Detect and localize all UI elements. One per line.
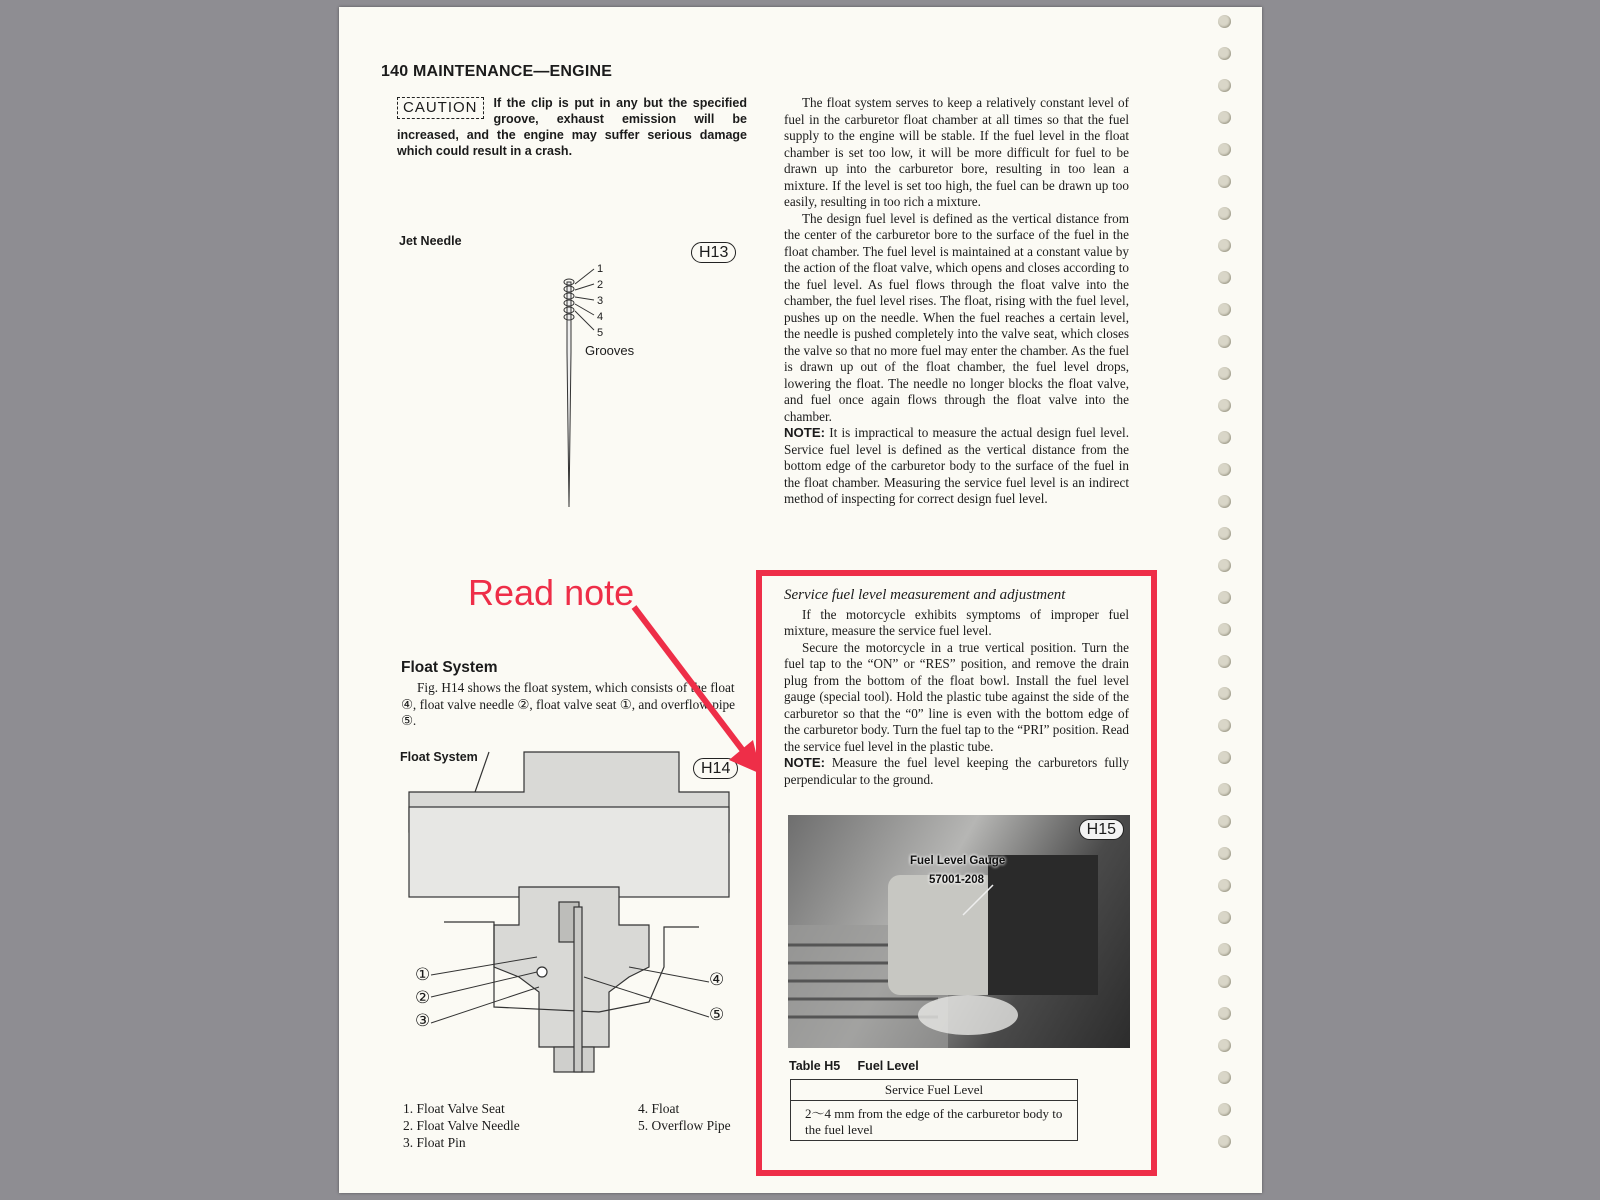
binding-hole bbox=[1218, 591, 1231, 604]
binding-hole bbox=[1218, 143, 1231, 156]
binding-hole bbox=[1218, 1071, 1231, 1084]
binding-hole bbox=[1218, 431, 1231, 444]
jet-needle-numbers bbox=[597, 261, 603, 341]
manual-page bbox=[339, 7, 1262, 1193]
float-system-figure-label: Float System bbox=[400, 750, 478, 764]
binding-hole bbox=[1218, 847, 1231, 860]
legend-item: 2. Float Valve Needle bbox=[403, 1118, 520, 1133]
annotation-arrow bbox=[629, 602, 769, 782]
binding-hole bbox=[1218, 527, 1231, 540]
binding-hole bbox=[1218, 1135, 1231, 1148]
table-id: Table H5 bbox=[789, 1059, 841, 1073]
paragraph: The float system serves to keep a relatively constant level of fuel in the carburetor float chamber at all times so that the fuel supply to the engine will be stable. If the fuel level in the float chamber is set too low, it will be more difficult for fuel to be drawn up into the carburetor bore, resulting in too lean a mixture. If the level is set too high, the fuel can be drawn up too easily, resulting in too rich a mixture. bbox=[784, 95, 1129, 209]
grooves-label: Grooves bbox=[585, 343, 635, 358]
figure-tag-h15: H15 bbox=[1079, 819, 1124, 840]
binding-hole bbox=[1218, 911, 1231, 924]
binding-hole bbox=[1218, 655, 1231, 668]
callouts-left bbox=[415, 963, 430, 1032]
binding-hole bbox=[1218, 47, 1231, 60]
binding-hole bbox=[1218, 399, 1231, 412]
binding-hole bbox=[1218, 239, 1231, 252]
service-title: Service fuel level measurement and adjustment bbox=[784, 587, 1066, 603]
note-text: Measure the fuel level keeping the carburetors fully perpendicular to the ground. bbox=[784, 755, 1129, 787]
binding-hole bbox=[1218, 719, 1231, 732]
note-label: NOTE: bbox=[784, 755, 826, 770]
binding-hole bbox=[1218, 975, 1231, 988]
binding-hole bbox=[1218, 303, 1231, 316]
binding-hole bbox=[1218, 1039, 1231, 1052]
legend-item: 4. Float bbox=[638, 1101, 680, 1116]
caution-text: If the clip is put in any but the specified groove, exhaust emission will be increased, and the engine may suffer serious damage which could result in a crash. bbox=[397, 96, 747, 158]
jet-needle-label: Jet Needle bbox=[399, 234, 462, 248]
highlight-box bbox=[756, 570, 1157, 1176]
figure-tag-h14: H14 bbox=[693, 758, 738, 779]
groove-number: 1 bbox=[597, 263, 604, 275]
figure-tag-h13: H13 bbox=[691, 242, 736, 263]
binding-hole bbox=[1218, 367, 1231, 380]
binding-hole bbox=[1218, 559, 1231, 572]
table-title: Fuel Level bbox=[857, 1059, 919, 1073]
float-system-diagram bbox=[399, 747, 744, 1087]
float-system-description bbox=[784, 95, 1129, 577]
page-header: 140 MAINTENANCE—ENGINE bbox=[381, 63, 613, 80]
binding-hole bbox=[1218, 943, 1231, 956]
callout-4: ④ bbox=[709, 970, 725, 989]
binding-hole bbox=[1218, 15, 1231, 28]
binding-hole bbox=[1218, 1103, 1231, 1116]
binding-hole bbox=[1218, 879, 1231, 892]
paragraph: If the motorcycle exhibits symptoms of improper fuel mixture, measure the service fuel level. bbox=[784, 606, 1129, 638]
callout-1: ① bbox=[415, 965, 431, 984]
binding-hole bbox=[1218, 1007, 1231, 1020]
gauge-number: 57001-208 bbox=[929, 874, 984, 886]
callout-5: ⑤ bbox=[709, 1005, 725, 1024]
legend-item: 5. Overflow Pipe bbox=[638, 1118, 731, 1133]
legend-item: 1. Float Valve Seat bbox=[403, 1101, 505, 1116]
table-header: Service Fuel Level bbox=[791, 1080, 1078, 1101]
gauge-label: Fuel Level Gauge bbox=[910, 855, 1006, 867]
legend-right bbox=[638, 1100, 731, 1134]
caution-badge: CAUTION bbox=[397, 97, 484, 119]
groove-number: 4 bbox=[597, 311, 604, 323]
legend-item: 3. Float Pin bbox=[403, 1135, 466, 1150]
binding-hole bbox=[1218, 815, 1231, 828]
binding-hole bbox=[1218, 207, 1231, 220]
paragraph: Secure the motorcycle in a true vertical position. Turn the fuel tap to the “ON” or “RES” position, and remove the drain plug from the bottom of the float bowl. Install the fuel level gauge (special tool). Hold the plastic tube against the side of the carburetor so that the “0” line is even with the bottom edge of the carburetor body. Turn the fuel tap to the “PRI” position. Read the service fuel level in the plastic tube. bbox=[784, 639, 1129, 754]
float-system-heading: Float System bbox=[401, 659, 498, 676]
binding-hole bbox=[1218, 687, 1231, 700]
binding-hole bbox=[1218, 623, 1231, 636]
callout-3: ③ bbox=[415, 1011, 431, 1030]
paragraph: The design fuel level is defined as the vertical distance from the center of the carburetor bore to the surface of the fuel in the float chamber. The fuel level is maintained at a constant value by the action of the float valve, which opens and closes according to the fuel level. As fuel flows through the float valve into the chamber, the fuel level rises. The float, rising with the fuel level, pushes up on the needle. When the fuel reaches a certain level, the needle is pushed completely into the valve seat, which closes the valve so that no more fuel may enter the chamber. As the fuel is drawn up out of the float chamber, the fuel level drops, lowering the float. The needle no longer blocks the float valve, and fuel once again flows through the float valve into the chamber. bbox=[784, 210, 1129, 424]
note bbox=[784, 425, 1129, 508]
annotation-text: Read note bbox=[468, 572, 635, 613]
paragraph: Fig. H14 shows the float system, which consists of the float ④, float valve needle ②, float valve seat ①, and overflow pipe ⑤. bbox=[401, 680, 736, 728]
binding-hole bbox=[1218, 111, 1231, 124]
binding-hole bbox=[1218, 751, 1231, 764]
binding-hole bbox=[1218, 335, 1231, 348]
binding-hole bbox=[1218, 783, 1231, 796]
binding-hole bbox=[1218, 463, 1231, 476]
binding-hole bbox=[1218, 79, 1231, 92]
table-cell: 2～4 mm from the edge of the carburetor body to the fuel level bbox=[791, 1101, 1078, 1141]
binding-hole bbox=[1218, 271, 1231, 284]
note-text: It is impractical to measure the actual design fuel level. Service fuel level is defined as the vertical distance from the bottom edge of the carburetor body to the surface of the fuel in the float chamber. Measuring the service fuel level is an indirect method of inspecting for correct design fuel level. bbox=[784, 425, 1129, 506]
note-label: NOTE: bbox=[784, 425, 826, 440]
binding-hole bbox=[1218, 495, 1231, 508]
binding-hole bbox=[1218, 175, 1231, 188]
groove-number: 2 bbox=[597, 279, 604, 291]
legend-left bbox=[403, 1100, 520, 1151]
callout-2: ② bbox=[415, 988, 431, 1007]
binding-holes bbox=[1218, 15, 1234, 1167]
groove-number: 5 bbox=[597, 327, 604, 339]
groove-number: 3 bbox=[597, 295, 604, 307]
jet-needle-diagram bbox=[539, 252, 649, 517]
caution-block bbox=[397, 95, 747, 159]
